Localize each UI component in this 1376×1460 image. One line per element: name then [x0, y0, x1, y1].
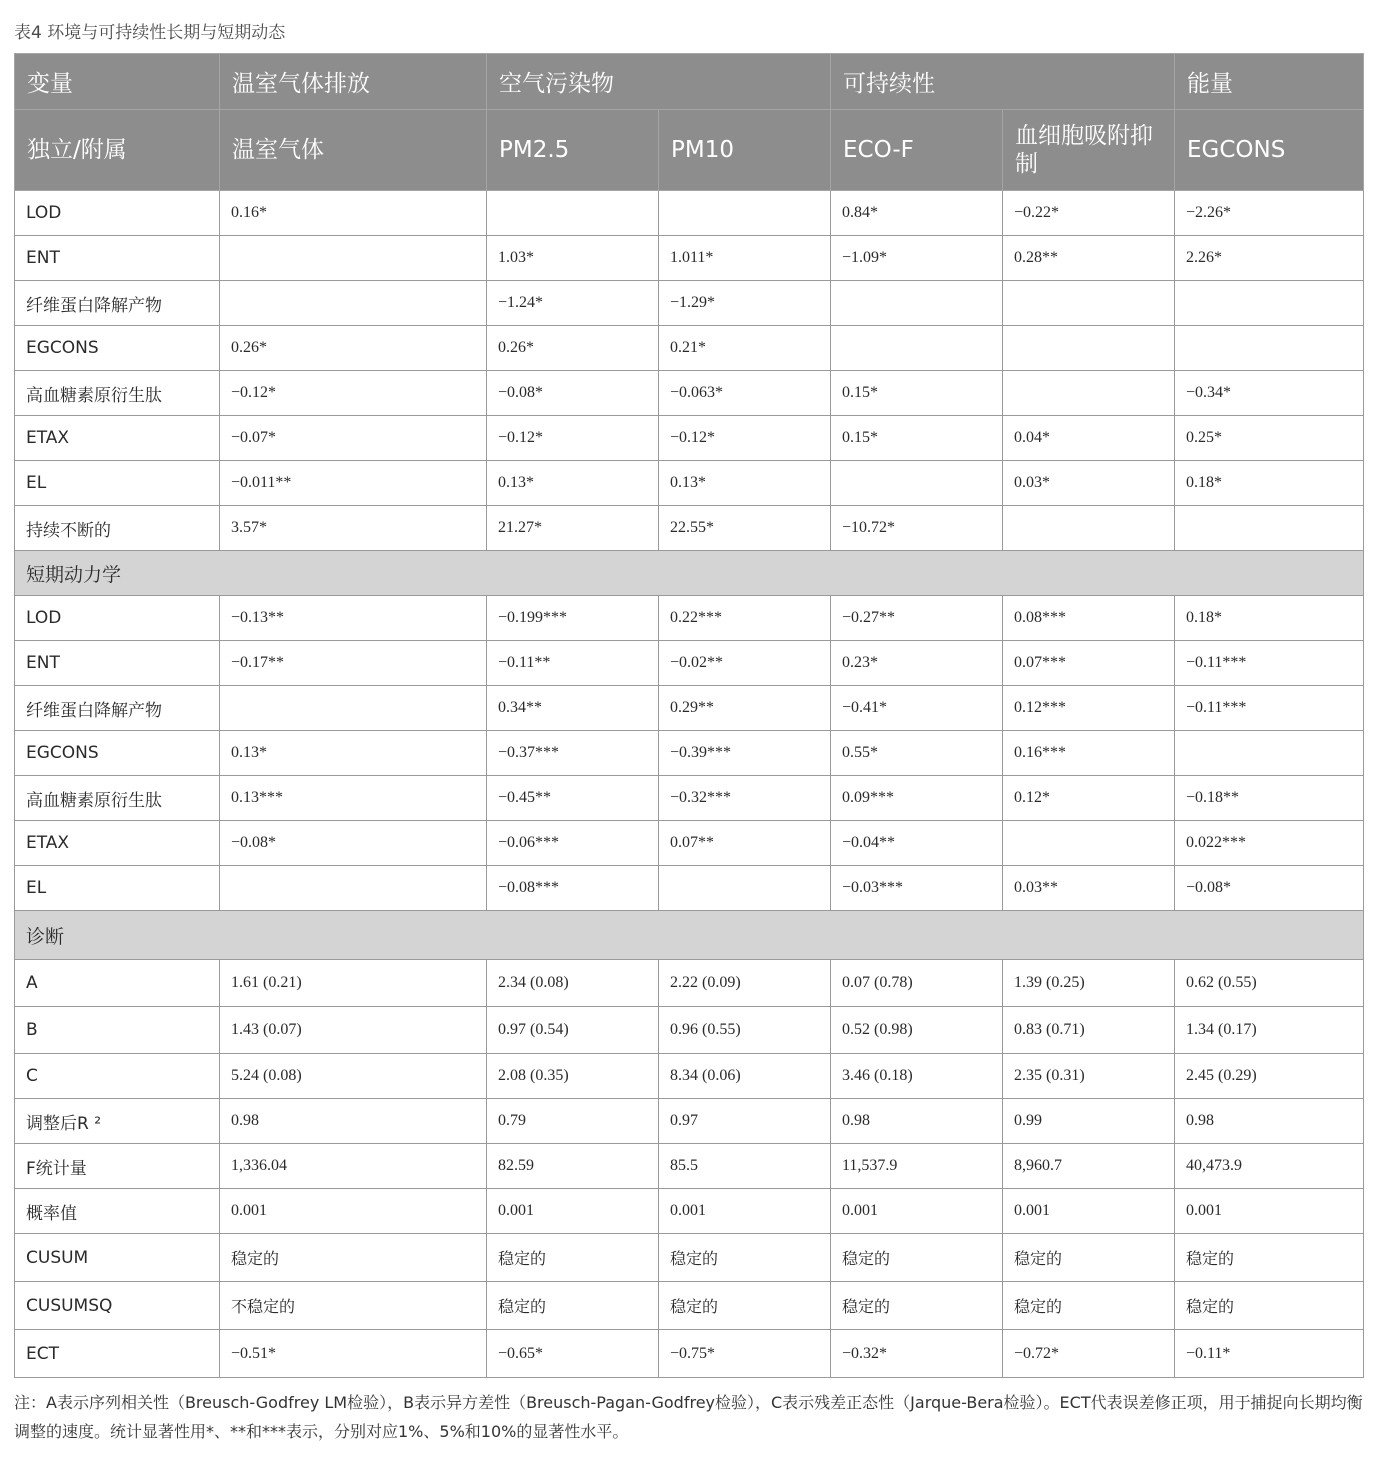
value-cell: 40,473.9 [1175, 1144, 1364, 1189]
value-cell: −0.08* [487, 371, 659, 416]
value-cell: 0.83 (0.71) [1003, 1007, 1175, 1054]
value-cell: 0.15* [831, 371, 1003, 416]
table-row [15, 1189, 1364, 1234]
section-title-diagnostics: 诊断 [15, 911, 1364, 960]
value-cell: −0.12* [487, 416, 659, 461]
value-cell: 1.34 (0.17) [1175, 1007, 1364, 1054]
value-cell: 0.98 [831, 1099, 1003, 1144]
value-cell [1003, 281, 1175, 326]
value-cell: 8.34 (0.06) [659, 1054, 831, 1099]
value-cell: 0.07 (0.78) [831, 960, 1003, 1007]
value-cell: 稳定的 [659, 1234, 831, 1282]
value-cell: −0.11** [487, 641, 659, 686]
value-cell: 0.04* [1003, 416, 1175, 461]
row-label-cell: 高血糖素原衍生肽 [15, 776, 220, 821]
value-cell: 2.45 (0.29) [1175, 1054, 1364, 1099]
value-cell: −1.09* [831, 236, 1003, 281]
value-cell [1003, 326, 1175, 371]
table-row [15, 281, 1364, 326]
value-cell: 0.09*** [831, 776, 1003, 821]
value-cell: 2.22 (0.09) [659, 960, 831, 1007]
header-row-columns [15, 110, 1364, 191]
table-caption: 表4 环境与可持续性长期与短期动态 [14, 23, 286, 43]
row-label-cell: EGCONS [15, 731, 220, 776]
value-cell: 0.79 [487, 1099, 659, 1144]
row-label-cell: ENT [15, 236, 220, 281]
value-cell [1175, 506, 1364, 551]
row-label-cell: 持续不断的 [15, 506, 220, 551]
value-cell: 2.34 (0.08) [487, 960, 659, 1007]
table-row [15, 1007, 1364, 1054]
header-col-1: 温室气体 [220, 110, 487, 191]
value-cell: 0.28** [1003, 236, 1175, 281]
value-cell: 1.03* [487, 236, 659, 281]
value-cell: 稳定的 [831, 1282, 1003, 1330]
row-label-cell: 调整后R ² [15, 1099, 220, 1144]
table-row [15, 1330, 1364, 1378]
table-row [15, 1282, 1364, 1330]
row-label-cell: A [15, 960, 220, 1007]
value-cell: 稳定的 [1003, 1282, 1175, 1330]
value-cell [659, 866, 831, 911]
value-cell: −0.063* [659, 371, 831, 416]
value-cell: −0.12* [659, 416, 831, 461]
value-cell: 0.16* [220, 191, 487, 236]
header-energy: 能量 [1175, 54, 1364, 110]
row-label-cell: ENT [15, 641, 220, 686]
value-cell: −0.13** [220, 596, 487, 641]
value-cell: 稳定的 [1175, 1234, 1364, 1282]
row-label-cell: 概率值 [15, 1189, 220, 1234]
value-cell: 稳定的 [831, 1234, 1003, 1282]
value-cell: 稳定的 [1003, 1234, 1175, 1282]
value-cell: 稳定的 [1175, 1282, 1364, 1330]
value-cell: 0.29** [659, 686, 831, 731]
value-cell: 0.001 [1003, 1189, 1175, 1234]
diagnostics-section [15, 911, 1364, 960]
row-label-cell: 高血糖素原衍生肽 [15, 371, 220, 416]
value-cell: 0.001 [659, 1189, 831, 1234]
value-cell: 0.18* [1175, 596, 1364, 641]
header-col-5: 血细胞吸附抑制 [1003, 110, 1175, 191]
value-cell: 0.97 [659, 1099, 831, 1144]
value-cell: 0.22*** [659, 596, 831, 641]
value-cell [831, 281, 1003, 326]
value-cell [487, 191, 659, 236]
value-cell: 0.001 [220, 1189, 487, 1234]
value-cell: 0.23* [831, 641, 1003, 686]
value-cell [220, 236, 487, 281]
value-cell: −0.11*** [1175, 686, 1364, 731]
table-row [15, 1234, 1364, 1282]
value-cell: −0.011** [220, 461, 487, 506]
row-label-cell: LOD [15, 191, 220, 236]
table-row [15, 596, 1364, 641]
value-cell: −0.06*** [487, 821, 659, 866]
value-cell: 21.27* [487, 506, 659, 551]
row-label-cell: ECT [15, 1330, 220, 1378]
value-cell: 稳定的 [659, 1282, 831, 1330]
value-cell [220, 866, 487, 911]
value-cell [1175, 731, 1364, 776]
value-cell: 0.98 [1175, 1099, 1364, 1144]
value-cell: −0.199*** [487, 596, 659, 641]
value-cell: −0.22* [1003, 191, 1175, 236]
value-cell: 0.96 (0.55) [659, 1007, 831, 1054]
value-cell: 0.97 (0.54) [487, 1007, 659, 1054]
table-footnote: 注：A表示序列相关性（Breusch-Godfrey LM检验），B表示异方差性（Breusch-Pagan-Godfrey检验），C表示残差正态性（Jarque-Bera检验）。ECT代表误差修正项，用于捕捉向长期均衡调整的速度。统计显著性用*、**和***表示，分别对应1%、5%和10%的显著性水平。 [14, 1393, 1363, 1441]
value-cell: 0.001 [1175, 1189, 1364, 1234]
header-sustainability: 可持续性 [831, 54, 1175, 110]
value-cell: 0.62 (0.55) [1175, 960, 1364, 1007]
header-col-6: EGCONS [1175, 110, 1364, 191]
value-cell: 1.39 (0.25) [1003, 960, 1175, 1007]
value-cell: 0.52 (0.98) [831, 1007, 1003, 1054]
row-label-cell: F统计量 [15, 1144, 220, 1189]
value-cell: 3.57* [220, 506, 487, 551]
value-cell: −0.07* [220, 416, 487, 461]
diagnostics-body [15, 960, 1364, 1378]
value-cell: 8,960.7 [1003, 1144, 1175, 1189]
value-cell: 1,336.04 [220, 1144, 487, 1189]
header-ghg-emissions: 温室气体排放 [220, 54, 487, 110]
value-cell: 稳定的 [487, 1234, 659, 1282]
header-air-pollutants: 空气污染物 [487, 54, 831, 110]
value-cell [1175, 281, 1364, 326]
table-row [15, 1144, 1364, 1189]
header-col-0: 独立/附属 [15, 110, 220, 191]
row-label-cell: EL [15, 866, 220, 911]
value-cell: −2.26* [1175, 191, 1364, 236]
value-cell: 0.18* [1175, 461, 1364, 506]
short-run-body [15, 596, 1364, 911]
value-cell: −0.17** [220, 641, 487, 686]
row-label-cell: B [15, 1007, 220, 1054]
row-label-cell: CUSUM [15, 1234, 220, 1282]
table-row [15, 960, 1364, 1007]
table-row [15, 821, 1364, 866]
value-cell: 1.011* [659, 236, 831, 281]
table-row [15, 416, 1364, 461]
value-cell [1175, 326, 1364, 371]
header-col-3: PM10 [659, 110, 831, 191]
table-row [15, 1054, 1364, 1099]
value-cell: 2.26* [1175, 236, 1364, 281]
value-cell [831, 326, 1003, 371]
table-row [15, 866, 1364, 911]
row-label-cell: 纤维蛋白降解产物 [15, 281, 220, 326]
value-cell: 3.46 (0.18) [831, 1054, 1003, 1099]
value-cell: −0.11* [1175, 1330, 1364, 1378]
value-cell: 0.21* [659, 326, 831, 371]
row-label-cell: ETAX [15, 416, 220, 461]
value-cell: 0.03* [1003, 461, 1175, 506]
value-cell: 82.59 [487, 1144, 659, 1189]
value-cell: −0.04** [831, 821, 1003, 866]
table-row [15, 236, 1364, 281]
value-cell: 0.07*** [1003, 641, 1175, 686]
value-cell [659, 191, 831, 236]
value-cell: 0.26* [220, 326, 487, 371]
value-cell: −0.27** [831, 596, 1003, 641]
value-cell: −0.34* [1175, 371, 1364, 416]
value-cell: 0.15* [831, 416, 1003, 461]
header-col-4: ECO-F [831, 110, 1003, 191]
value-cell: −0.08* [1175, 866, 1364, 911]
value-cell: −0.08*** [487, 866, 659, 911]
value-cell: 0.99 [1003, 1099, 1175, 1144]
row-label-cell: EGCONS [15, 326, 220, 371]
table-row [15, 326, 1364, 371]
value-cell: −0.37*** [487, 731, 659, 776]
value-cell: −1.24* [487, 281, 659, 326]
value-cell: 0.022*** [1175, 821, 1364, 866]
value-cell: −0.12* [220, 371, 487, 416]
value-cell: 22.55* [659, 506, 831, 551]
row-label-cell: CUSUMSQ [15, 1282, 220, 1330]
table-row [15, 371, 1364, 416]
value-cell [220, 686, 487, 731]
value-cell [831, 461, 1003, 506]
value-cell: −0.75* [659, 1330, 831, 1378]
value-cell: −0.45** [487, 776, 659, 821]
section-row [15, 911, 1364, 960]
value-cell: 0.07** [659, 821, 831, 866]
value-cell: 0.98 [220, 1099, 487, 1144]
value-cell: 0.12* [1003, 776, 1175, 821]
row-label-cell: ETAX [15, 821, 220, 866]
value-cell [1003, 506, 1175, 551]
value-cell: −0.11*** [1175, 641, 1364, 686]
table-row [15, 686, 1364, 731]
header-variable: 变量 [15, 54, 220, 110]
value-cell: 0.03** [1003, 866, 1175, 911]
table-row [15, 461, 1364, 506]
results-table [14, 53, 1364, 1378]
value-cell: 0.13* [487, 461, 659, 506]
table-row [15, 191, 1364, 236]
value-cell: −0.51* [220, 1330, 487, 1378]
value-cell: −0.08* [220, 821, 487, 866]
value-cell: 5.24 (0.08) [220, 1054, 487, 1099]
value-cell: 2.35 (0.31) [1003, 1054, 1175, 1099]
value-cell: 稳定的 [487, 1282, 659, 1330]
value-cell: −1.29* [659, 281, 831, 326]
value-cell [1003, 821, 1175, 866]
value-cell: 0.12*** [1003, 686, 1175, 731]
value-cell: 1.43 (0.07) [220, 1007, 487, 1054]
value-cell: 0.34** [487, 686, 659, 731]
header-row-groups [15, 54, 1364, 110]
row-label-cell: EL [15, 461, 220, 506]
value-cell: −10.72* [831, 506, 1003, 551]
section-title-short-run: 短期动力学 [15, 551, 1364, 596]
value-cell: 0.84* [831, 191, 1003, 236]
value-cell: −0.18** [1175, 776, 1364, 821]
value-cell: −0.32* [831, 1330, 1003, 1378]
value-cell: 0.25* [1175, 416, 1364, 461]
value-cell: 0.26* [487, 326, 659, 371]
value-cell: 85.5 [659, 1144, 831, 1189]
long-run-body [15, 191, 1364, 551]
value-cell: 1.61 (0.21) [220, 960, 487, 1007]
value-cell [1003, 371, 1175, 416]
value-cell: 11,537.9 [831, 1144, 1003, 1189]
header-col-2: PM2.5 [487, 110, 659, 191]
value-cell: 0.13* [659, 461, 831, 506]
value-cell: −0.72* [1003, 1330, 1175, 1378]
value-cell: 0.55* [831, 731, 1003, 776]
table-row [15, 776, 1364, 821]
value-cell: 0.001 [831, 1189, 1003, 1234]
value-cell: 0.16*** [1003, 731, 1175, 776]
value-cell: 稳定的 [220, 1234, 487, 1282]
table-row [15, 506, 1364, 551]
row-label-cell: 纤维蛋白降解产物 [15, 686, 220, 731]
value-cell: −0.03*** [831, 866, 1003, 911]
row-label-cell: LOD [15, 596, 220, 641]
value-cell: 0.08*** [1003, 596, 1175, 641]
value-cell: 2.08 (0.35) [487, 1054, 659, 1099]
value-cell: −0.39*** [659, 731, 831, 776]
section-row [15, 551, 1364, 596]
value-cell: 0.001 [487, 1189, 659, 1234]
value-cell: −0.65* [487, 1330, 659, 1378]
table-row [15, 731, 1364, 776]
short-run-section [15, 551, 1364, 596]
value-cell: −0.41* [831, 686, 1003, 731]
value-cell: −0.02** [659, 641, 831, 686]
row-label-cell: C [15, 1054, 220, 1099]
value-cell [220, 281, 487, 326]
value-cell: 0.13*** [220, 776, 487, 821]
value-cell: 0.13* [220, 731, 487, 776]
value-cell: −0.32*** [659, 776, 831, 821]
table-row [15, 641, 1364, 686]
value-cell: 不稳定的 [220, 1282, 487, 1330]
table-row [15, 1099, 1364, 1144]
